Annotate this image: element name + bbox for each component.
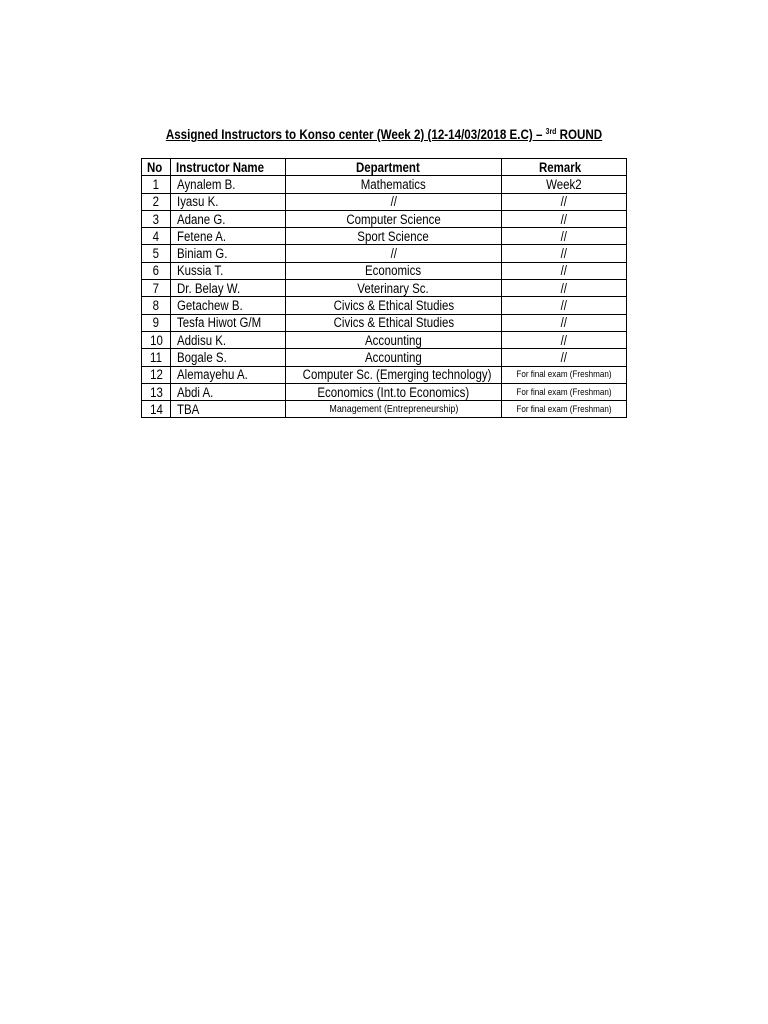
header-instructor-name: Instructor Name <box>171 159 286 176</box>
row-instructor-name: Bogale S. <box>171 349 286 366</box>
row-department: Accounting <box>286 331 501 348</box>
row-instructor-name: TBA <box>171 401 286 418</box>
table-row <box>142 314 627 331</box>
row-instructor-name: Kussia T. <box>171 262 286 279</box>
table-row <box>142 228 627 245</box>
row-department: Civics & Ethical Studies <box>286 297 501 314</box>
row-department: Veterinary Sc. <box>286 280 501 297</box>
table-row <box>142 176 627 193</box>
table-row <box>142 331 627 348</box>
row-no: 3 <box>142 210 171 227</box>
row-remark: Week2 <box>501 176 626 193</box>
row-instructor-name: Alemayehu A. <box>171 366 286 383</box>
row-department: Economics (Int.to Economics) <box>286 383 501 400</box>
row-instructor-name: Getachew B. <box>171 297 286 314</box>
row-remark: // <box>501 262 626 279</box>
header-remark: Remark <box>501 159 626 176</box>
table-row <box>142 383 627 400</box>
row-no: 5 <box>142 245 171 262</box>
header-no: No <box>142 159 171 176</box>
row-remark: For final exam (Freshman) <box>501 366 626 383</box>
row-department: Civics & Ethical Studies <box>286 314 501 331</box>
row-remark: // <box>501 314 626 331</box>
row-department: // <box>286 193 501 210</box>
row-instructor-name: Aynalem B. <box>171 176 286 193</box>
row-department: Economics <box>286 262 501 279</box>
table-header-row <box>142 159 627 176</box>
row-instructor-name: Addisu K. <box>171 331 286 348</box>
row-department: // <box>286 245 501 262</box>
row-no: 2 <box>142 193 171 210</box>
row-department: Computer Science <box>286 210 501 227</box>
table-row <box>142 401 627 418</box>
row-department: Accounting <box>286 349 501 366</box>
row-department: Management (Entrepreneurship) <box>286 401 501 418</box>
row-instructor-name: Iyasu K. <box>171 193 286 210</box>
row-remark: // <box>501 193 626 210</box>
row-no: 13 <box>142 383 171 400</box>
table-row <box>142 297 627 314</box>
row-no: 14 <box>142 401 171 418</box>
row-no: 11 <box>142 349 171 366</box>
row-instructor-name: Adane G. <box>171 210 286 227</box>
row-no: 4 <box>142 228 171 245</box>
table-row <box>142 245 627 262</box>
title-suffix: ROUND <box>559 127 603 142</box>
row-remark: // <box>501 349 626 366</box>
row-instructor-name: Fetene A. <box>171 228 286 245</box>
row-no: 8 <box>142 297 171 314</box>
row-remark: // <box>501 228 626 245</box>
title-main: Assigned Instructors to Konso center (Week 2) (12-14/03/2018 E.C) – <box>165 127 543 142</box>
header-department: Department <box>286 159 501 176</box>
instructor-table <box>141 158 627 418</box>
table-row <box>142 280 627 297</box>
table-row <box>142 262 627 279</box>
row-department: Computer Sc. (Emerging technology) <box>286 366 501 383</box>
page-title <box>54 127 714 142</box>
row-remark: // <box>501 297 626 314</box>
table-row <box>142 210 627 227</box>
row-remark: // <box>501 331 626 348</box>
row-instructor-name: Tesfa Hiwot G/M <box>171 314 286 331</box>
row-remark: For final exam (Freshman) <box>501 383 626 400</box>
row-instructor-name: Biniam G. <box>171 245 286 262</box>
row-no: 6 <box>142 262 171 279</box>
row-department: Sport Science <box>286 228 501 245</box>
row-department: Mathematics <box>286 176 501 193</box>
row-no: 12 <box>142 366 171 383</box>
row-remark: For final exam (Freshman) <box>501 401 626 418</box>
row-no: 7 <box>142 280 171 297</box>
row-instructor-name: Dr. Belay W. <box>171 280 286 297</box>
table-row <box>142 366 627 383</box>
row-remark: // <box>501 210 626 227</box>
row-remark: // <box>501 245 626 262</box>
row-no: 9 <box>142 314 171 331</box>
row-no: 10 <box>142 331 171 348</box>
title-superscript: 3rd <box>545 127 557 136</box>
row-no: 1 <box>142 176 171 193</box>
table-row <box>142 349 627 366</box>
table-row <box>142 193 627 210</box>
row-remark: // <box>501 280 626 297</box>
row-instructor-name: Abdi A. <box>171 383 286 400</box>
